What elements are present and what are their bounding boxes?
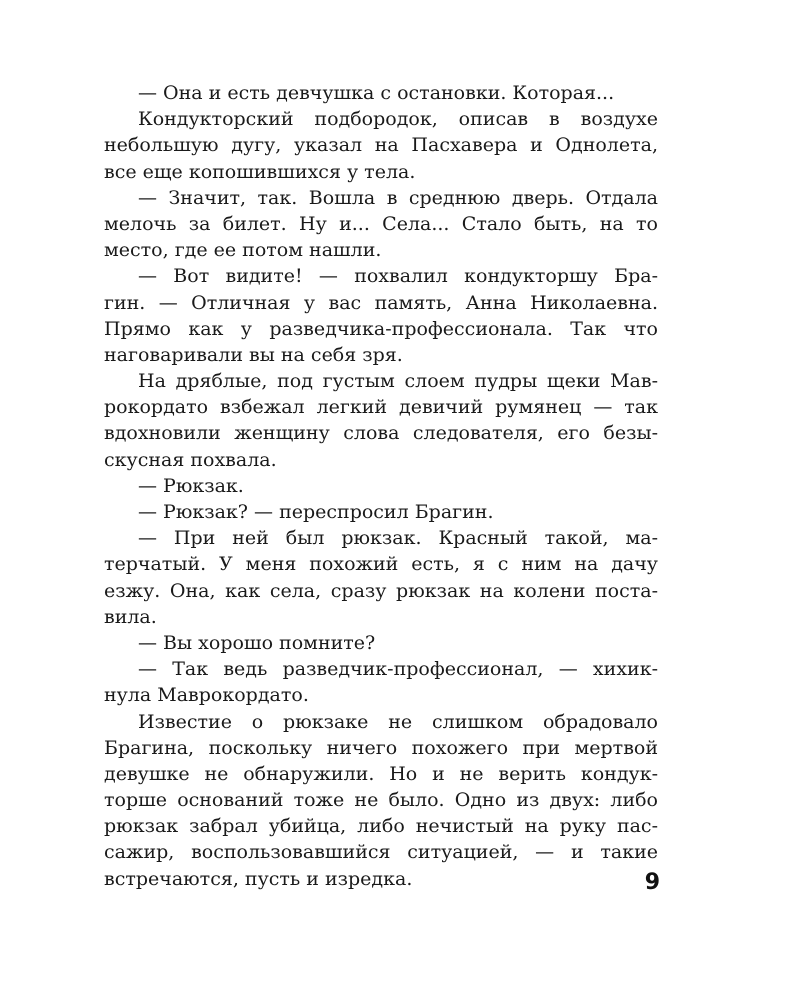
text-line: наговаривали вы на себя зря. <box>104 343 403 366</box>
text-line: — Рюкзак? — переспросил Брагин. <box>138 501 494 523</box>
body-text <box>104 80 658 892</box>
text-line: место, где ее потом нашли. <box>104 239 382 262</box>
text-line: На дряблые, под густым слоем пудры щеки Мав- <box>138 370 658 393</box>
paragraph <box>104 185 658 264</box>
paragraph <box>104 525 658 630</box>
text-line: — При ней был рюкзак. Красный такой, ма- <box>138 527 658 550</box>
paragraph <box>104 709 658 892</box>
text-line: гин. — Отличная у вас память, Анна Николаевна. <box>104 291 658 314</box>
text-line: нула Маврокордато. <box>104 684 309 707</box>
text-line: сажир, воспользовавшийся ситуацией, — и такие <box>104 841 658 864</box>
text-line: вила. <box>104 605 157 628</box>
text-line: терчатый. У меня похожий есть, я с ним на дачу <box>104 553 658 576</box>
text-line: — Рюкзак. <box>138 474 244 497</box>
text-line: Известие о рюкзаке не слишком обрадовало <box>138 710 658 733</box>
text-line: Брагина, поскольку ничего похожего при мертвой <box>104 736 658 759</box>
text-line: Прямо как у разведчика-профессионала. Так что <box>104 317 658 340</box>
text-line: рюкзак забрал убийца, либо нечистый на руку пас- <box>104 815 658 838</box>
paragraph <box>104 473 658 499</box>
paragraph <box>104 656 658 708</box>
text-line: — Так ведь разведчик-профессионал, — хихик- <box>138 658 658 681</box>
paragraph <box>104 106 658 185</box>
text-line: Кондукторский подбородок, описав в воздухе <box>138 108 658 131</box>
text-line: девушке не обнаружили. Но и не верить кондук- <box>104 762 658 785</box>
text-line: все еще копошившихся у тела. <box>104 160 416 183</box>
text-line: рокордато взбежал легкий девичий румянец — так <box>104 396 658 419</box>
paragraph <box>104 499 658 525</box>
text-line: езжу. Она, как села, сразу рюкзак на колени поста- <box>104 579 658 602</box>
paragraph <box>104 80 658 106</box>
text-line: — Вы хорошо помните? <box>138 631 376 654</box>
paragraph <box>104 368 658 473</box>
text-line: мелочь за билет. Ну и... Села... Стало быть, на то <box>104 212 658 235</box>
paragraph <box>104 630 658 656</box>
paragraph <box>104 263 658 368</box>
text-line: торше оснований тоже не было. Одно из двух: либо <box>104 789 658 812</box>
text-line: вдохновили женщину слова следователя, его безы- <box>104 422 658 445</box>
text-line: небольшую дугу, указал на Пасхавера и Однолета, <box>104 134 658 157</box>
page-number: 9 <box>644 870 660 895</box>
text-line: скусная похвала. <box>104 448 277 471</box>
text-line: встречаются, пусть и изредка. <box>104 867 413 890</box>
text-line: — Значит, так. Вошла в среднюю дверь. Отдала <box>138 186 658 209</box>
text-line: — Вот видите! — похвалил кондукторшу Бра- <box>138 265 658 288</box>
text-line: — Она и есть девчушка с остановки. Которая... <box>138 82 615 104</box>
